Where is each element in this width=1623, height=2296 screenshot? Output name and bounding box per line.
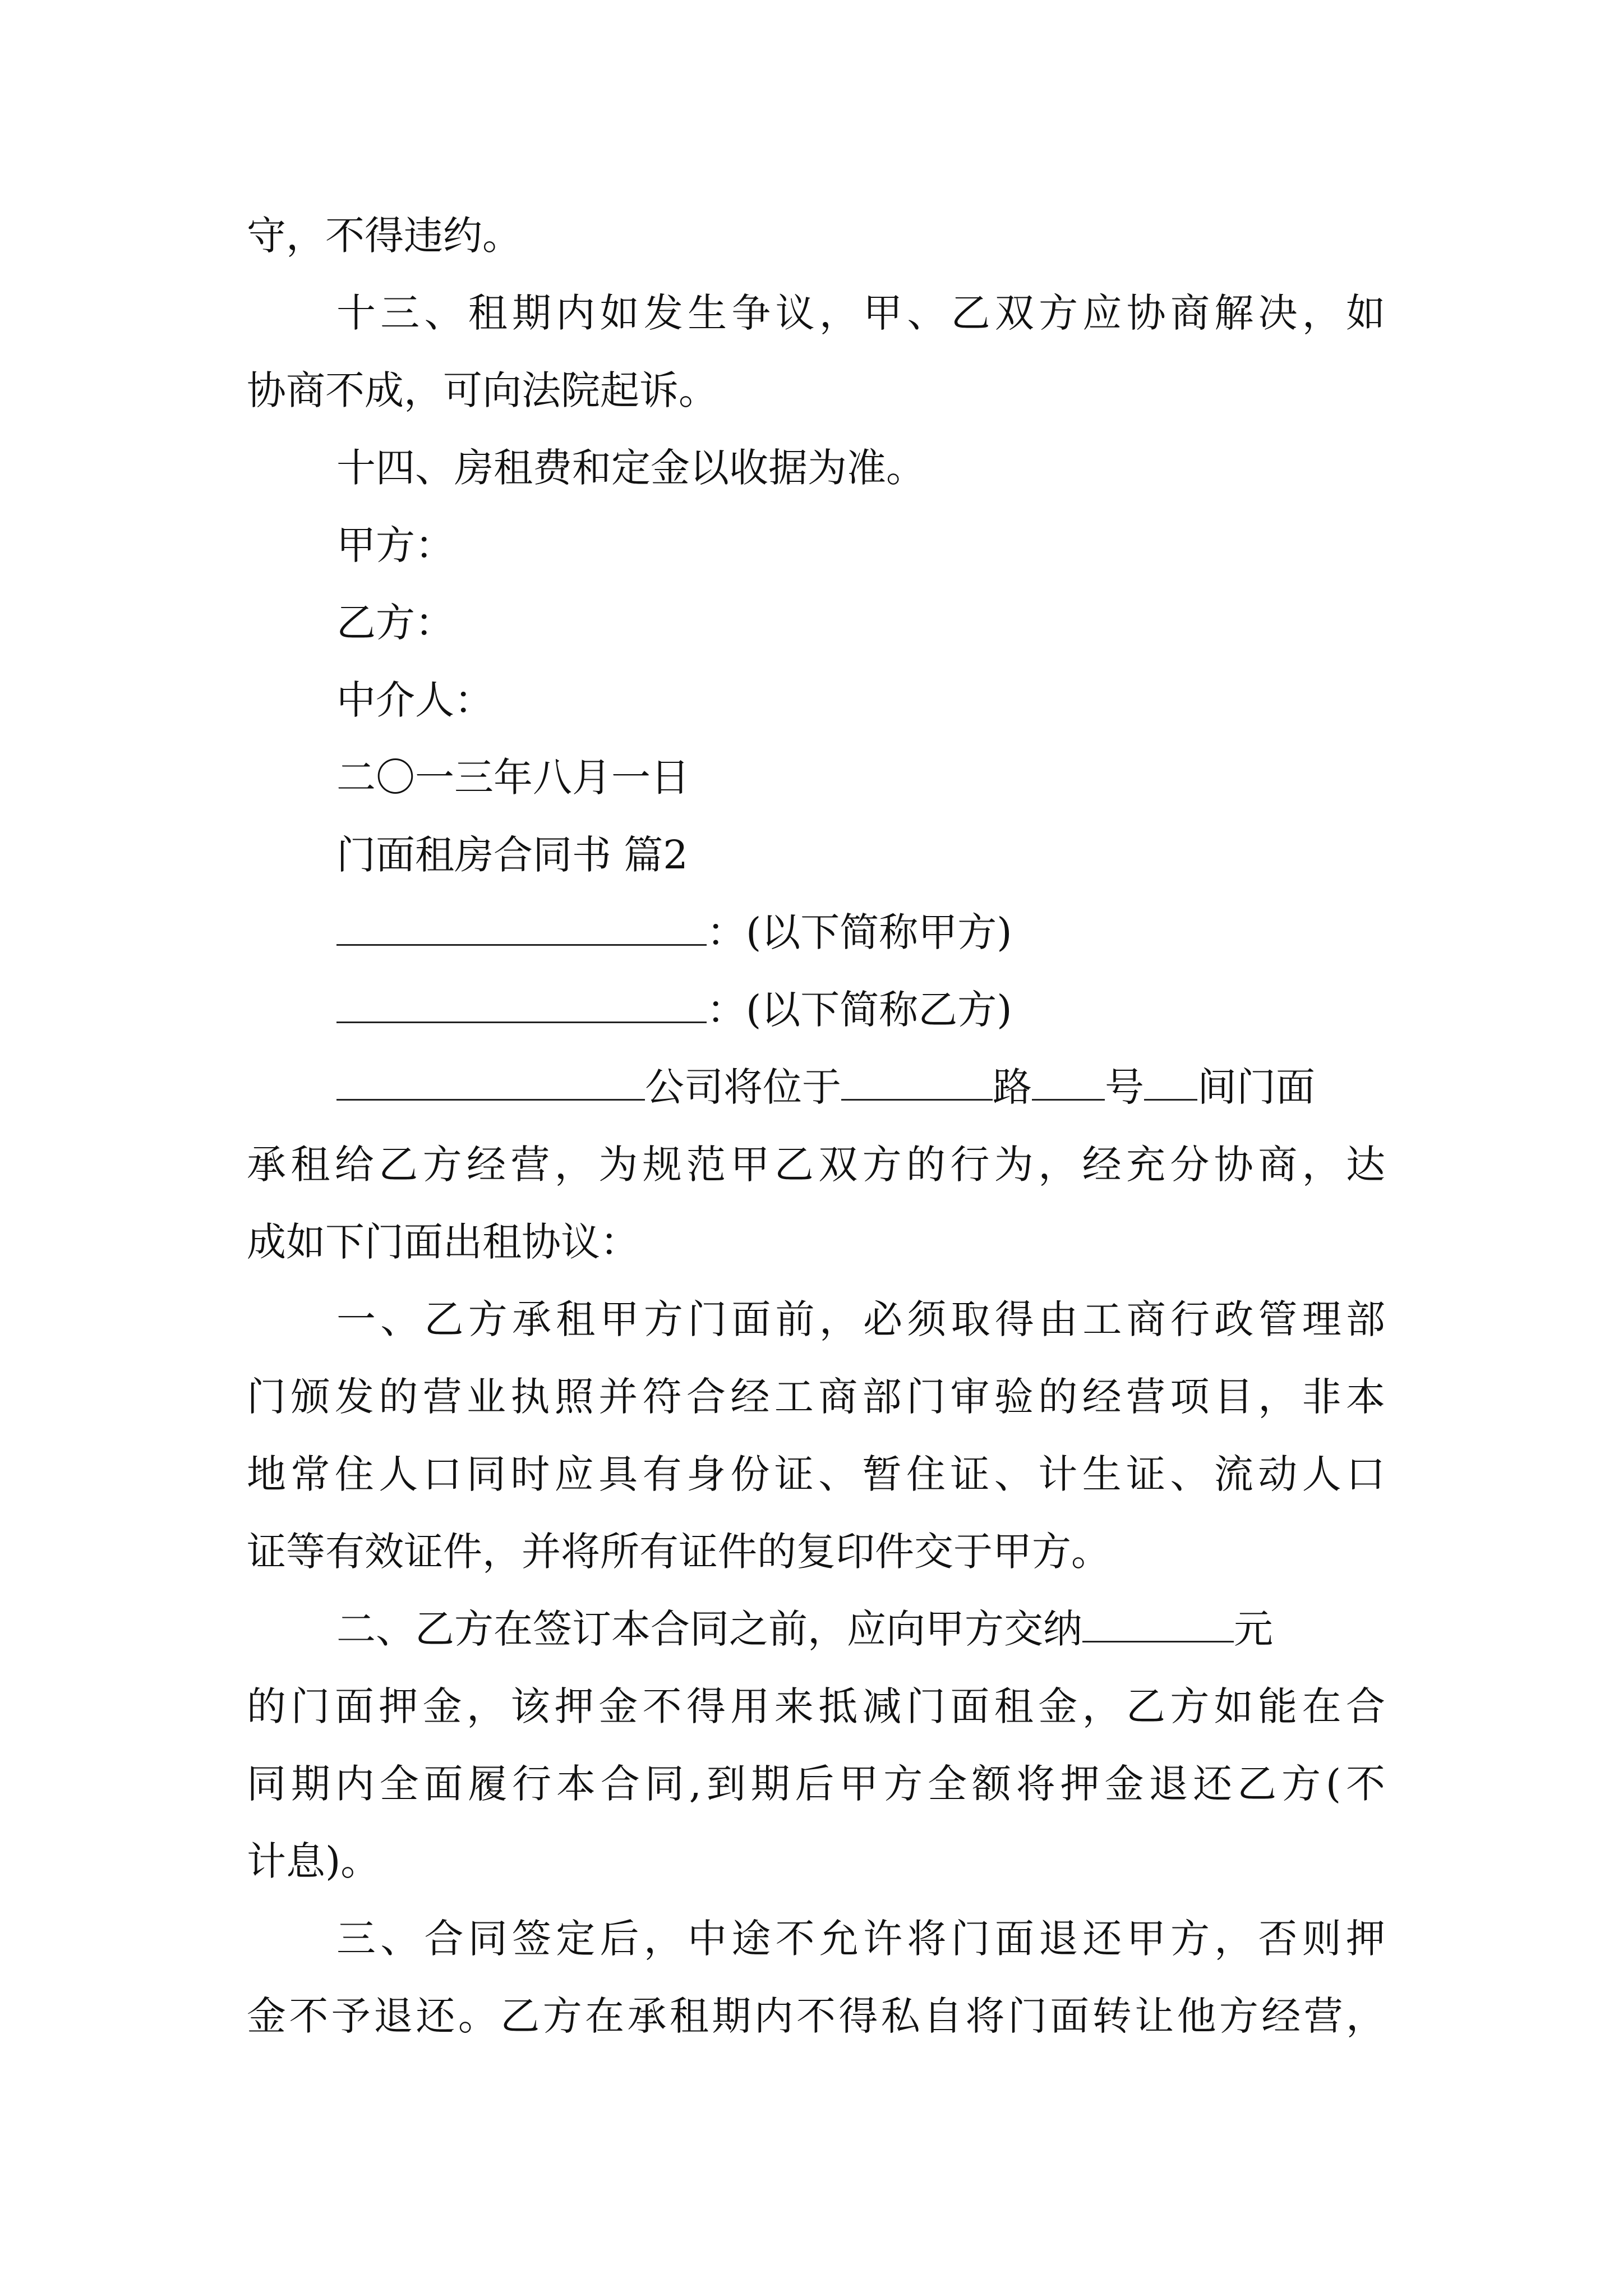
text-line: 同期内全面履行本合同,到期后甲方全额将押金退还乙方(不 xyxy=(247,1761,1385,1807)
address-company-text: 公司将位于 xyxy=(645,1064,841,1110)
contract-date: 二〇一三年八月一日 xyxy=(336,754,690,800)
party-b-line xyxy=(336,983,1012,1037)
deposit-amount-blank[interactable] xyxy=(1082,1606,1234,1642)
company-blank[interactable] xyxy=(336,1064,645,1101)
text-line: 地常住人口同时应具有身份证、暂住证、计生证、流动人口 xyxy=(247,1451,1385,1497)
party-b-signature-label: 乙方： xyxy=(336,600,454,646)
address-road-text: 路 xyxy=(993,1064,1032,1110)
deposit-prefix: 二、乙方在签订本合同之前，应向甲方交纳 xyxy=(336,1606,1082,1652)
text-line: 协商不成，可向法院起诉。 xyxy=(247,367,718,413)
text-line: 成如下门面出租协议： xyxy=(247,1219,639,1265)
party-b-blank[interactable] xyxy=(336,987,707,1023)
party-b-suffix: ：(以下简称乙方) xyxy=(707,987,1012,1033)
number-blank[interactable] xyxy=(1032,1064,1105,1101)
text-line: 承租给乙方经营，为规范甲乙双方的行为，经充分协商，达 xyxy=(247,1142,1385,1188)
clause-14-line: 十四、房租费和定金以收据为准。 xyxy=(336,445,925,491)
clause-13-line: 十三、租期内如发生争议，甲、乙双方应协商解决，如 xyxy=(336,290,1385,336)
text-line: 金不予退还。乙方在承租期内不得私自将门面转让他方经营， xyxy=(247,1993,1385,2039)
clause-1-line: 一、乙方承租甲方门面前，必须取得由工商行政管理部 xyxy=(336,1296,1385,1342)
road-blank[interactable] xyxy=(841,1064,993,1101)
intermediary-signature-label: 中介人： xyxy=(336,677,494,723)
clause-2-line xyxy=(336,1602,1273,1656)
text-line: 计息)。 xyxy=(247,1838,380,1884)
party-a-blank[interactable] xyxy=(336,909,707,946)
clause-3-line: 三、合同签定后，中途不允许将门面退还甲方，否则押 xyxy=(336,1916,1385,1962)
address-tail-text: 间门面 xyxy=(1197,1064,1315,1110)
section-heading: 门面租房合同书 篇2 xyxy=(336,832,688,878)
party-a-line xyxy=(336,905,1012,959)
address-line xyxy=(336,1060,1315,1114)
party-a-suffix: ：(以下简称甲方) xyxy=(707,909,1012,955)
text-line: 守，不得违约。 xyxy=(247,213,522,259)
text-line: 证等有效证件，并将所有证件的复印件交于甲方。 xyxy=(247,1529,1110,1575)
address-number-text: 号 xyxy=(1105,1064,1144,1110)
deposit-suffix: 元 xyxy=(1234,1606,1273,1652)
room-blank[interactable] xyxy=(1144,1064,1197,1101)
text-line: 的门面押金，该押金不得用来抵减门面租金，乙方如能在合 xyxy=(247,1683,1385,1729)
text-line: 门颁发的营业执照并符合经工商部门审验的经营项目，非本 xyxy=(247,1374,1385,1420)
party-a-signature-label: 甲方： xyxy=(336,522,454,568)
